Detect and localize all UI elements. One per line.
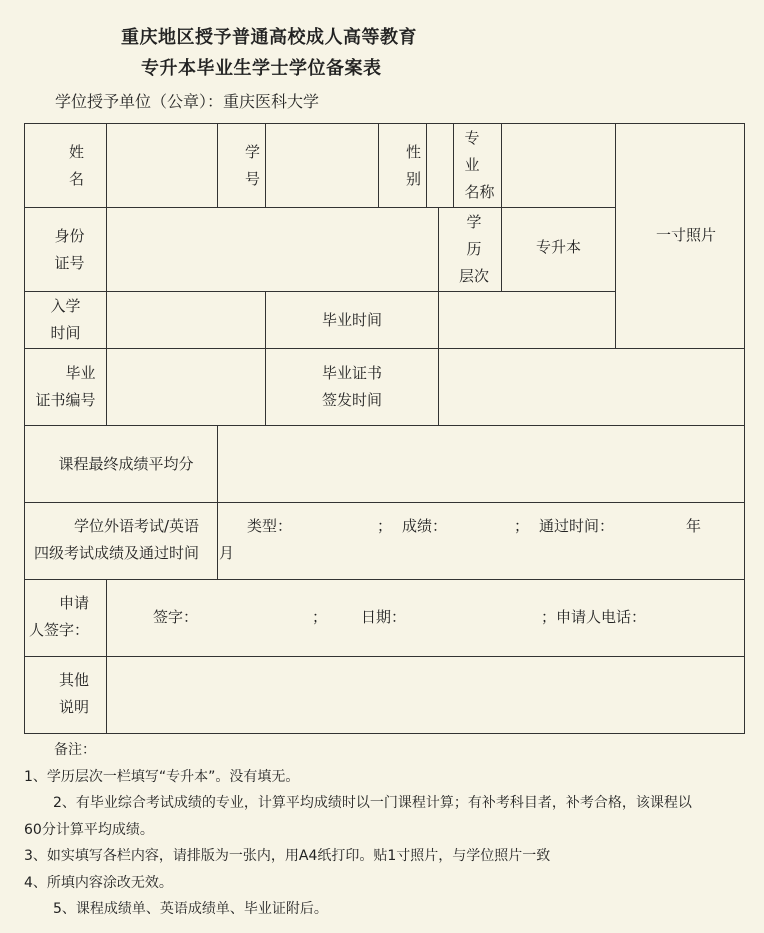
enroll-time-field[interactable]: [106, 291, 266, 349]
note-item-4: 4、所填内容涂改无效。: [24, 874, 173, 891]
gpa-label-cell: [24, 425, 218, 503]
sign-separator: ；: [312, 608, 328, 626]
graduation-time-field[interactable]: [438, 291, 616, 349]
enroll-time-label-cell: [24, 291, 107, 349]
note-item-2-cont: 60分计算平均成绩。: [24, 821, 154, 838]
other-label-cell: [24, 656, 107, 734]
education-level-label-cell: [438, 207, 502, 292]
exam-pass-time-label: 通过时间：: [539, 517, 615, 535]
enroll-time-label: 入学 时间: [50, 297, 81, 342]
gender-label-cell: [378, 123, 427, 208]
note-item-1: 1、学历层次一栏填写“专升本”。没有填无。: [24, 768, 300, 785]
diploma-no-label-cell: [24, 348, 107, 426]
id-number-field[interactable]: [106, 207, 439, 292]
name-field[interactable]: [106, 123, 218, 208]
applicant-phone-label: ；申请人电话：: [541, 608, 647, 626]
other-label: 其他 说明: [58, 671, 89, 716]
diploma-no-field[interactable]: [106, 348, 266, 426]
diploma-no-label: 毕业 证书编号: [35, 364, 96, 409]
student-id-label: 学 号: [244, 142, 260, 188]
photo-label: 一寸照片: [655, 225, 716, 244]
note-item-3: 3、如实填写各栏内容，请排版为一张内，用A4纸打印。贴1寸照片，与学位照片一致: [24, 848, 551, 864]
education-level-value-cell[interactable]: [501, 207, 616, 292]
exam-separator-1: ；: [377, 517, 393, 535]
sign-label: 签字：: [153, 608, 199, 626]
student-id-label-cell: [217, 123, 266, 208]
degree-unit-line: 学位授予单位（公章）：重庆医科大学: [55, 92, 320, 111]
graduation-time-label-cell: [265, 291, 439, 349]
exam-type-label: 类型：: [247, 517, 293, 535]
graduation-time-label: 毕业时间: [321, 310, 382, 329]
id-label-cell: [24, 207, 107, 292]
form-title-line2: 专升本毕业生学士学位备案表: [141, 58, 382, 79]
exam-label: 学位外语考试/英语 四级考试成绩及通过时间: [33, 517, 199, 562]
name-label-cell: [24, 123, 107, 208]
signature-label: 申请 人签字：: [28, 594, 89, 639]
signature-label-cell: [24, 579, 107, 657]
diploma-date-label-cell: [265, 348, 439, 426]
gender-field[interactable]: [426, 123, 454, 208]
form-title-line1: 重庆地区授予普通高校成人高等教育: [121, 27, 417, 48]
major-label-cell: [453, 123, 502, 208]
major-label: 专 业 名称: [464, 129, 495, 201]
registration-form-table: [24, 123, 745, 734]
diploma-date-label: 毕业证书 签发时间: [321, 364, 382, 409]
exam-separator-2: ；: [514, 517, 530, 535]
diploma-date-field[interactable]: [438, 348, 745, 426]
other-field[interactable]: [106, 656, 745, 734]
notes-heading: 备注：: [54, 742, 96, 758]
note-item-2: 2、有毕业综合考试成绩的专业，计算平均成绩时以一门课程计算；有补考科目者，补考合格，该课程以: [53, 795, 692, 811]
signature-field[interactable]: [106, 579, 745, 657]
name-label: 姓 名: [68, 142, 84, 188]
exam-score-label: 成绩：: [402, 517, 448, 535]
student-id-field[interactable]: [265, 123, 379, 208]
exam-year-label: 年: [686, 517, 702, 535]
gpa-label: 课程最终成绩平均分: [58, 454, 194, 473]
major-field[interactable]: [501, 123, 616, 208]
note-item-5: 5、课程成绩单、英语成绩单、毕业证附后。: [53, 901, 328, 917]
gender-label: 性 别: [405, 142, 421, 188]
education-level-value: 专升本: [535, 238, 581, 256]
exam-label-cell: [24, 502, 218, 580]
photo-cell[interactable]: [615, 123, 745, 349]
sign-date-label: 日期：: [361, 608, 407, 626]
gpa-field[interactable]: [217, 425, 745, 503]
exam-month-label: 月: [219, 544, 235, 562]
id-label: 身份 证号: [54, 226, 85, 272]
exam-field[interactable]: [217, 502, 745, 580]
notes-section: [24, 737, 744, 923]
education-level-label: 学 历 层次: [458, 213, 489, 285]
